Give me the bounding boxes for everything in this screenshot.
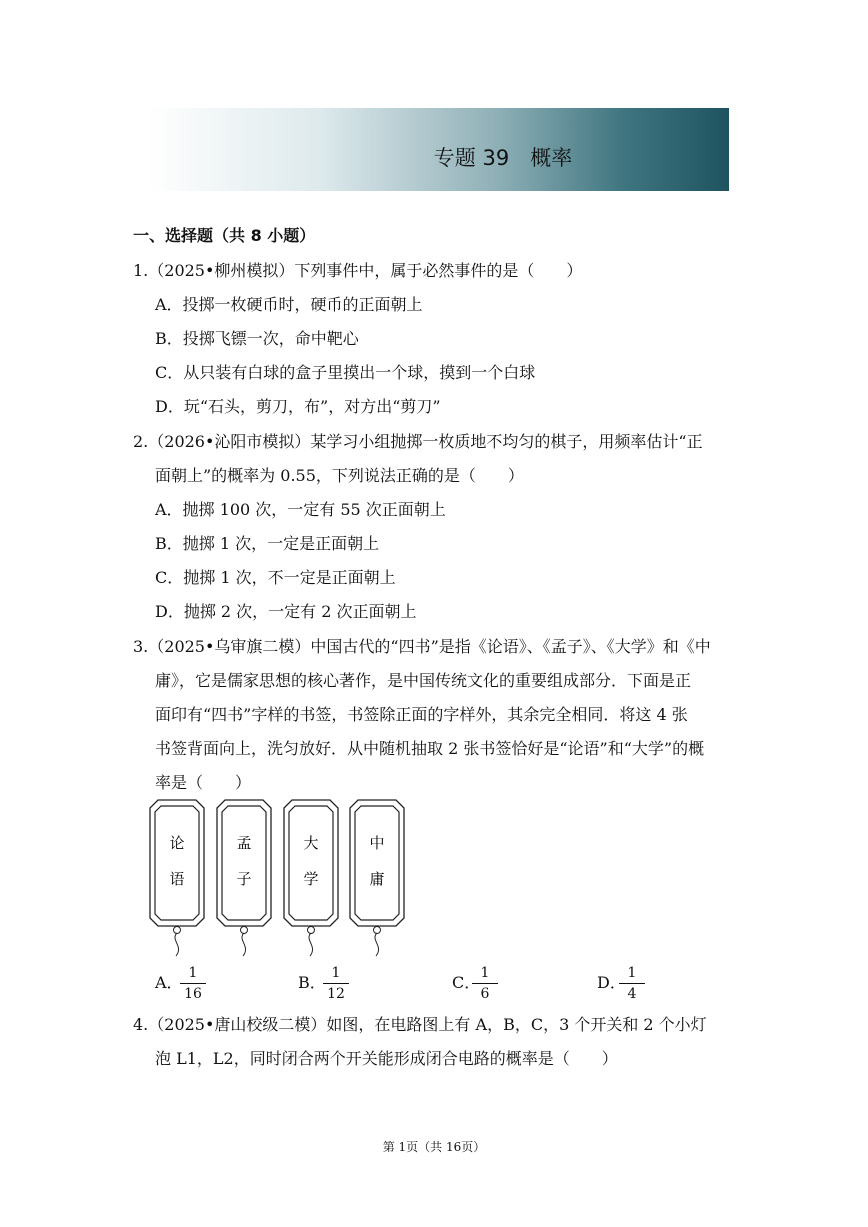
bookmark-3-char-2: 学: [303, 870, 319, 888]
question-3-stem-line3: 面印有“四书”字样的书签，书签除正面的字样外，其余完全相同．将这 4 张: [155, 705, 688, 724]
bookmark-1-char-1: 论: [169, 834, 185, 852]
question-3-option-c-label: C．: [452, 973, 481, 992]
fraction-numerator: 1: [331, 965, 341, 981]
fraction-denominator: 12: [327, 986, 345, 1002]
bookmark-1: [150, 800, 204, 956]
question-3-option-a-fraction: [178, 965, 208, 1002]
question-1-option-a: A．投掷一枚硬币时，硬币的正面朝上: [155, 295, 423, 314]
bookmark-2-char-1: 孟: [236, 834, 252, 852]
question-3-stem-line4: 书签背面向上，洗匀放好．从中随机抽取 2 张书签恰好是“论语”和“大学”的概: [155, 739, 705, 758]
bookmark-4: [350, 800, 404, 956]
bookmark-2-char-2: 子: [236, 870, 252, 888]
question-3-stem-line2: 庸》，它是儒家思想的核心著作，是中国传统文化的重要组成部分．下面是正: [155, 671, 692, 690]
question-3-option-d-fraction: [617, 965, 647, 1002]
question-4-stem-line1: 4.（2025•唐山校级二模）如图，在电路图上有 A，B，C，3 个开关和 2 个小灯: [133, 1015, 707, 1034]
fraction-numerator: 1: [480, 965, 490, 981]
bookmark-2: [217, 800, 271, 956]
bookmark-4-char-2: 庸: [369, 870, 385, 888]
question-2-stem-line1: 2.（2026•沁阳市模拟）某学习小组抛掷一枚质地不均匀的棋子，用频率估计“正: [133, 432, 703, 451]
question-3-stem-line5: 率是（ ）: [155, 773, 252, 792]
question-3-option-b-fraction: [321, 965, 351, 1002]
bookmark-4-char-1: 中: [369, 834, 385, 852]
page-title: 专题 39 概率: [433, 146, 573, 170]
bookmark-1-char-2: 语: [169, 870, 185, 888]
section-heading: 一、选择题（共 8 小题）: [133, 226, 316, 245]
question-2-stem-line2: 面朝上”的概率为 0.55，下列说法正确的是（ ）: [155, 466, 524, 485]
page-footer: 第 1页（共 16页）: [382, 1140, 486, 1154]
question-3-option-b-label: B．: [298, 973, 326, 992]
question-2-option-b: B．抛掷 1 次，一定是正面朝上: [155, 534, 380, 553]
question-2-option-d: D．抛掷 2 次，一定有 2 次正面朝上: [155, 602, 417, 621]
question-4-stem-line2: 泡 L1，L2，同时闭合两个开关能形成闭合电路的概率是（ ）: [155, 1049, 618, 1068]
question-1-option-b: B．投掷飞镖一次，命中靶心: [155, 329, 359, 348]
question-3-option-d-label: D．: [597, 973, 626, 992]
fraction-numerator: 1: [188, 965, 198, 981]
bookmarks-figure: [146, 798, 416, 958]
fraction-numerator: 1: [627, 965, 637, 981]
question-2-option-c: C．抛掷 1 次，不一定是正面朝上: [155, 568, 396, 587]
bookmark-3-char-1: 大: [303, 834, 319, 852]
question-1-option-c: C．从只装有白球的盒子里摸出一个球，摸到一个白球: [155, 363, 536, 382]
question-3-stem-line1: 3.（2025•乌审旗二模）中国古代的“四书”是指《论语》、《孟子》、《大学》和《中: [133, 637, 711, 656]
fraction-denominator: 16: [184, 986, 202, 1002]
fraction-denominator: 6: [480, 986, 490, 1002]
title-banner: [147, 108, 729, 191]
question-1-stem: 1.（2025•柳州模拟）下列事件中，属于必然事件的是（ ）: [133, 261, 583, 280]
question-2-option-a: A．抛掷 100 次，一定有 55 次正面朝上: [155, 500, 446, 519]
question-1-option-d: D．玩“石头，剪刀，布”，对方出“剪刀”: [155, 397, 441, 416]
question-3-option-a-label: A．: [155, 973, 183, 992]
bookmark-3: [284, 800, 338, 956]
question-3-option-c-fraction: [470, 965, 500, 1002]
fraction-denominator: 4: [627, 986, 637, 1002]
